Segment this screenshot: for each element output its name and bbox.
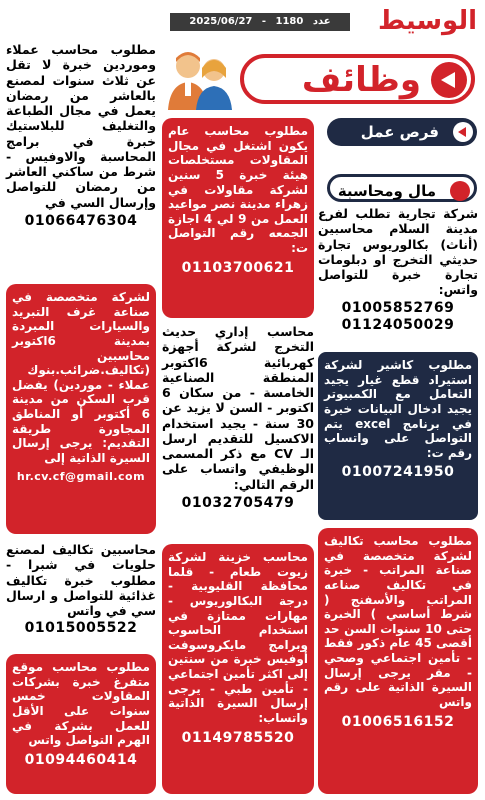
- jobs-title-pill: [240, 54, 475, 104]
- section-opportunities-pill: [327, 118, 477, 146]
- ad-mid-3-phone: 01149785520: [181, 729, 295, 746]
- ad-right-3-text: مطلوب محاسب تكاليف لشركة متخصصة في صناعة المراتب - خبرة في تكاليف صناعه المراتب والأسفنج ( شرط أساسي ) الخبرة حتى 10 سنوات السن حد أقصى 45 عام ذكور فقط - تأمين اجتماعي وصحي - مقر يرجى إرسال السيرة الذاتية على رقم واتس: [324, 534, 472, 709]
- ad-left-1-phone: 01066476304: [24, 212, 138, 229]
- section-finance-label: مال ومحاسبة: [337, 182, 436, 200]
- issue-date: 2025/06/27: [189, 16, 253, 27]
- ad-left-2: [6, 284, 156, 534]
- ad-right-2-text: مطلوب كاشير لشركة استيراد قطع غيار يجيد التعامل مع الكمبيوتر يجيد ادخال البيانات خبرة في برنامج excel يتم التواصل على واتساب رقم ت:: [324, 358, 472, 460]
- arrow-left-icon: [431, 62, 467, 98]
- logo-text: الوسيط: [378, 6, 477, 36]
- ad-mid-2: [162, 324, 314, 512]
- ad-mid-3: [162, 544, 314, 794]
- ad-left-2-text: لشركة متخصصة في صناعة غرف التبريد والسيارات المبردة بمدينة 6اكتوبر محاسبين (تكاليف.ضرائب.بنوك عملاء - موردين) يفضل قرب السكن من مدينة 6 أكتوبر أو المناطق المجاورة طريقة التقديم: يرجى إرسال السيرة الذاتية إلى: [12, 290, 150, 465]
- ad-left-3-text: محاسبين تكاليف لمصنع حلويات في شبرا - مطلوب خبرة تكاليف غذائية للتواصل و ارسال سي في واتس: [6, 542, 156, 618]
- newspaper-logo: [357, 6, 477, 36]
- ad-left-2-email: hr.cv.cf@gmail.com: [16, 469, 146, 483]
- ad-right-1-text: شركة تجارية تطلب لفرع مدينة السلام محاسبين (أناث) بكالوريوس تجارة حديثي التخرج او دبلومات تجارة خبرة للتواصل واتس:: [318, 206, 478, 298]
- ad-left-3-phone: 01015005522: [24, 620, 138, 637]
- ad-mid-2-text: محاسب إداري حديث التخرج لشركة أجهزة كهربائية 6اكتوبر المنطقة الصناعية الخامسة - من سكان 6 اكتوبر - السن لا يزيد عن 30 سنة - يجيد استخدام الاكسيل للتقديم ارسل الـ CV مع ذكر المسمى الوظيفي واتساب على الرقم التالي:: [162, 324, 314, 492]
- ad-left-1-text: مطلوب محاسب عملاء وموردين خبرة لا تقل عن ثلاث سنوات لمصنع بالعاشر من رمضان يعمل في مجال الطباعة والتغليف للبلاستيك خبرة في برامج المحاسبة والاوفيس - شرط من ساكني العاشر من رمضان للتواصل وإرسال السي في: [6, 42, 156, 210]
- people-icon: [160, 44, 240, 114]
- ad-mid-1-phone: 01103700621: [181, 259, 295, 276]
- ad-mid-3-text: محاسب خزينة لشركة زيوت طعام - قلما محافظة القليوبية - درجة البكالوريوس - مهارات ممتازة في استخدام الحاسوب وبرامج مايكروسوفت أوفيس خبرة من سنتين إلى اكثر تأمين اجتماعي - تأمين طبي - يرجى إرسال السيرة الذاتية واتساب:: [168, 550, 308, 725]
- ad-left-4-text: مطلوب محاسب موقع متفرغ خبرة بشركات المقاولات خمس سنوات على الأقل للعمل بشركة في الهرم التواصل واتس: [12, 660, 150, 748]
- arrow-left-icon: [453, 122, 473, 142]
- ad-mid-1: [162, 118, 314, 318]
- jobs-title: وظائف: [301, 60, 421, 100]
- ad-left-4: [6, 654, 156, 794]
- ad-right-3: [318, 528, 478, 794]
- ad-left-4-phone: 01094460414: [24, 751, 138, 768]
- ad-left-1: [6, 42, 156, 230]
- section-finance-pill: [327, 174, 477, 202]
- arrow-left-icon: [450, 181, 470, 201]
- ad-right-2-phone: 01007241950: [341, 464, 455, 481]
- issue-number: 1180: [275, 16, 304, 27]
- ad-right-1: [318, 206, 478, 334]
- issue-label: عدد: [312, 16, 331, 27]
- section-opportunities-label: فرص عمل: [360, 123, 439, 141]
- ad-right-1-phone1: 01005852769: [341, 299, 455, 316]
- ad-right-3-phone: 01006516152: [341, 713, 455, 730]
- ad-right-1-phone2: 01124050029: [341, 316, 455, 333]
- jobs-title-block: [160, 44, 475, 114]
- ad-right-2: [318, 352, 478, 520]
- ad-mid-2-phone: 01032705479: [181, 494, 295, 511]
- ad-left-3: [6, 542, 156, 637]
- page-header: [0, 0, 485, 40]
- ad-mid-1-text: مطلوب محاسب عام يكون اشتغل في مجال المقاولات مستخلصات هيئة خبرة 5 سنين لشركة مقاولات في زهراء مدينة نصر مواعيد العمل من 9 لي 4 اجازة الجمعه رقم التواصل ت:: [168, 124, 308, 255]
- issue-bar: عدد 1180 - 2025/06/27: [170, 13, 350, 31]
